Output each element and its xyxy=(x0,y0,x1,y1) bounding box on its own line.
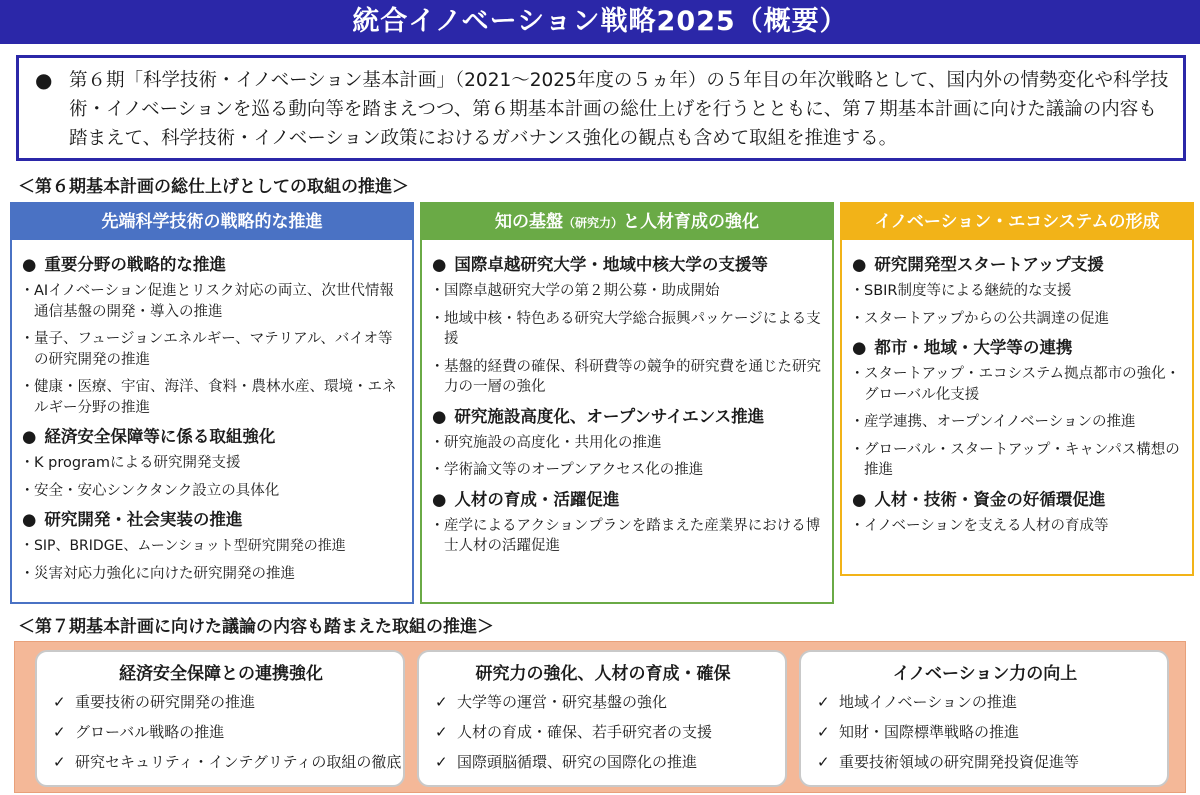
group-title: ● 研究開発型スタートアップ支援 xyxy=(852,255,1104,274)
list-item: ・ イノベーションを支える人材の育成等 xyxy=(852,516,1182,537)
group-title: ● 人材の育成・活躍促進 xyxy=(432,489,620,509)
list-item: ・ K programによる研究開発支援 xyxy=(22,453,402,474)
list-item: ・ スタートアップからの公共調達の促進 xyxy=(852,309,1182,330)
list-item: ・ SIP、BRIDGE、ムーンショット型研究開発の推進 xyxy=(22,536,402,557)
card-title: 研究力の強化、人材の育成・確保 xyxy=(475,664,731,684)
card-economic-security xyxy=(35,650,405,787)
card-title: 経済安全保障との連携強化 xyxy=(119,664,323,684)
section-heading-7th: ＜第７期基本計画に向けた議論の内容も踏まえた取組の推進＞ xyxy=(18,617,494,637)
check-icon: ✓ xyxy=(53,723,66,741)
group-title: ● 人材・技術・資金の好循環促進 xyxy=(852,489,1106,509)
check-item: ✓ グローバル戦略の推進 xyxy=(53,723,225,741)
list-item: ・ AIイノベーション促進とリスク対応の両立、次世代情報通信基盤の開発・導入の推進 xyxy=(22,281,402,322)
intro-box xyxy=(16,55,1186,161)
list-item: ・ スタートアップ・エコシステム拠点都市の強化・グローバル化支援 xyxy=(852,364,1182,405)
check-item: ✓ 大学等の運営・研究基盤の強化 xyxy=(435,693,668,711)
list-item: ・ 学術論文等のオープンアクセス化の推進 xyxy=(432,460,822,481)
column-advanced-tech xyxy=(10,202,414,604)
column-knowledge-base xyxy=(420,202,834,604)
group-title: ● 国際卓越研究大学・地域中核大学の支援等 xyxy=(432,255,768,274)
column-ecosystem xyxy=(840,202,1194,576)
column-header-ecosystem: イノベーション・エコシステムの形成 xyxy=(842,204,1192,240)
check-icon: ✓ xyxy=(53,693,66,711)
list-item: ・ 健康・医療、宇宙、海洋、食料・農林水産、環境・エネルギー分野の推進 xyxy=(22,377,402,418)
check-item: ✓ 地域イノベーションの推進 xyxy=(817,693,1017,711)
intro-text: 第６期「科学技術・イノベーション基本計画」（2021～2025年度の５ヵ年）の５年目の年次戦略として、国内外の情勢変化や科学技術・イノベーションを巡る動向等を踏まえつつ、第６期基本計画の総仕上げを行うとともに、第７期基本計画に向けた議論の内容も踏まえて、科学技術・イノベーション政策におけるガバナンス強化の観点も含めて取組を推進する。 xyxy=(69,70,1169,149)
check-icon: ✓ xyxy=(817,753,830,771)
list-item: ・ グローバル・スタートアップ・キャンパス構想の推進 xyxy=(852,440,1182,481)
list-item: ・ SBIR制度等による継続的な支援 xyxy=(852,281,1182,302)
page-title: 統合イノベーション戦略2025（概要） xyxy=(0,0,1200,44)
list-item: ・ 研究施設の高度化・共用化の推進 xyxy=(432,433,822,454)
group-title: ● 研究開発・社会実装の推進 xyxy=(22,510,243,529)
group-title: ● 重要分野の戦略的な推進 xyxy=(22,255,226,274)
card-research-capacity xyxy=(417,650,787,787)
group-title: ● 研究施設高度化、オープンサイエンス推進 xyxy=(432,406,765,426)
list-item: ・ 産学連携、オープンイノベーションの推進 xyxy=(852,412,1182,433)
list-item: ・ 産学によるアクションプランを踏まえた産業界における博士人材の活躍促進 xyxy=(432,516,822,557)
list-item: ・ 国際卓越研究大学の第２期公募・助成開始 xyxy=(432,281,822,302)
list-item: ・ 量子、フュージョンエネルギー、マテリアル、バイオ等の研究開発の推進 xyxy=(22,329,402,370)
check-item: ✓ 国際頭脳循環、研究の国際化の推進 xyxy=(435,753,698,771)
check-item: ✓ 人材の育成・確保、若手研究者の支援 xyxy=(435,723,713,741)
list-item: ・ 地域中核・特色ある研究大学総合振興パッケージによる支援 xyxy=(432,309,822,350)
group-title: ● 経済安全保障等に係る取組強化 xyxy=(22,427,276,446)
group-title: ● 都市・地域・大学等の連携 xyxy=(852,338,1073,357)
check-icon: ✓ xyxy=(435,753,448,771)
bottom-panel xyxy=(14,641,1186,793)
intro-bullet: ● xyxy=(35,68,53,92)
check-icon: ✓ xyxy=(817,723,830,741)
check-item: ✓ 重要技術領域の研究開発投資促進等 xyxy=(817,753,1080,771)
check-icon: ✓ xyxy=(817,693,830,711)
column-header-advanced-tech: 先端科学技術の戦略的な推進 xyxy=(12,204,412,240)
check-icon: ✓ xyxy=(435,693,448,711)
list-item: ・ 基盤的経費の確保、科研費等の競争的研究費を通じた研究力の一層の強化 xyxy=(432,357,822,398)
check-item: ✓ 知財・国際標準戦略の推進 xyxy=(817,723,1020,741)
column-header-knowledge-base: 知の基盤（研究力）と人材育成の強化 xyxy=(422,204,832,240)
list-item: ・ 災害対応力強化に向けた研究開発の推進 xyxy=(22,564,402,585)
section-heading-6th: ＜第６期基本計画の総仕上げとしての取組の推進＞ xyxy=(18,177,409,197)
check-item: ✓ 研究セキュリティ・インテグリティの取組の徹底 xyxy=(53,753,402,771)
check-item: ✓ 重要技術の研究開発の推進 xyxy=(53,693,256,711)
card-title: イノベーション力の向上 xyxy=(892,664,1078,684)
card-innovation xyxy=(799,650,1169,787)
check-icon: ✓ xyxy=(435,723,448,741)
check-icon: ✓ xyxy=(53,753,66,771)
list-item: ・ 安全・安心シンクタンク設立の具体化 xyxy=(22,481,402,502)
